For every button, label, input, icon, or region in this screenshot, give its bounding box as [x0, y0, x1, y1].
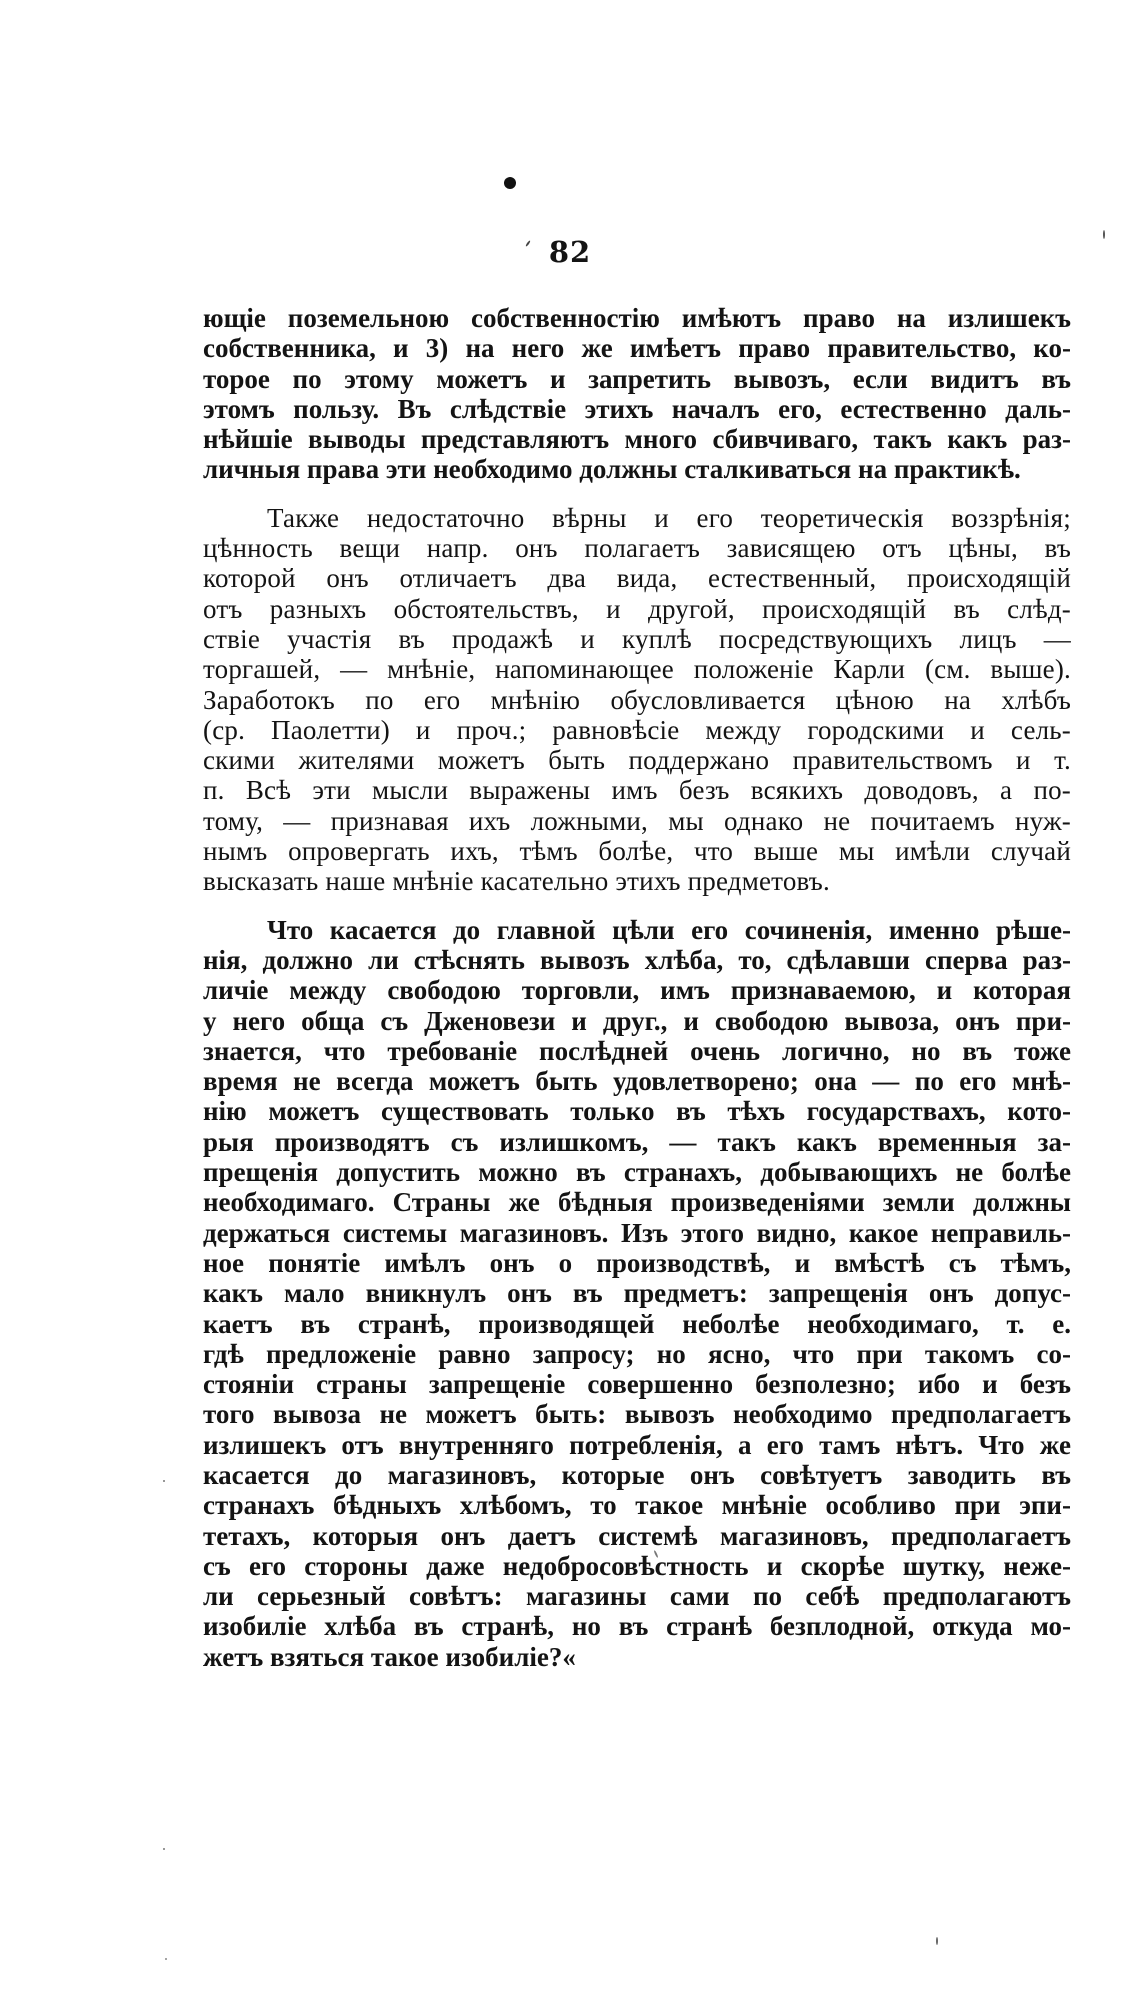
text-line: Что касается до главной цѣли его сочиненія, именно рѣше-: [267, 914, 1071, 945]
ink-blot: [504, 177, 516, 189]
text-line: нія, должно ли стѣснять вывозъ хлѣба, то, сдѣлавши сперва раз-: [203, 944, 1071, 975]
text-line: знается, что требованіе послѣдней очень логично, но въ тоже: [203, 1035, 1071, 1066]
text-line: ствіе участія въ продажѣ и куплѣ посредствующихъ лицъ —: [203, 623, 1071, 654]
text-line: излишекъ отъ внутренняго потребленія, а его тамъ нѣтъ. Что же: [203, 1429, 1071, 1460]
text-line: личныя права эти необходимо должны сталкиваться на практикѣ.: [203, 454, 1021, 485]
text-line: время не всегда можетъ быть удовлетворено; она — по его мнѣ-: [203, 1066, 1071, 1097]
text-line: ли серьезный совѣтъ: магазины сами по себѣ предполагаютъ: [203, 1581, 1071, 1612]
body-text: [203, 303, 1071, 1690]
text-line: тому, — признавая ихъ ложными, мы однако не почитаемъ нуж-: [203, 805, 1071, 836]
text-line: личіе между свободою торговли, имъ признаваемою, и которая: [203, 975, 1071, 1006]
paper-speck: [165, 1958, 167, 1960]
paper-speck: [163, 1848, 165, 1850]
paper-speck: [163, 1480, 165, 1482]
page-number: 82: [548, 235, 592, 269]
paragraph-2: [203, 503, 1071, 897]
text-line: которой онъ отличаетъ два вида, естественный, происходящій: [203, 563, 1071, 594]
text-line: тетахъ, которыя онъ даетъ системѣ магазиновъ, предполагаетъ: [203, 1520, 1071, 1551]
text-line: каетъ въ странѣ, производящей неболѣе необходимаго, т. е.: [203, 1308, 1071, 1339]
paper-speck: [936, 1937, 938, 1945]
text-line: п. Всѣ эти мысли выражены имъ безъ всякихъ доводовъ, а по-: [203, 775, 1071, 806]
text-line: нымъ опровергать ихъ, тѣмъ болѣе, что выше мы имѣли случай: [203, 836, 1071, 867]
text-line: рыя производятъ съ излишкомъ, — такъ какъ временныя за-: [203, 1126, 1071, 1157]
text-line: странахъ бѣдныхъ хлѣбомъ, то такое мнѣніе особливо при эпи-: [203, 1490, 1071, 1521]
text-line: ное понятіе имѣлъ онъ о производствѣ, и вмѣстѣ съ тѣмъ,: [203, 1247, 1071, 1278]
text-line: держаться системы магазиновъ. Изъ этого видно, какое неправиль-: [203, 1217, 1071, 1248]
text-line: этомъ пользу. Въ слѣдствіе этихъ началъ его, естественно даль-: [203, 393, 1071, 424]
text-line: нѣйшіе выводы представляютъ много сбивчиваго, такъ какъ раз-: [203, 424, 1071, 455]
paragraph-1: [203, 303, 1071, 485]
text-line: нію можетъ существовать только въ тѣхъ государствахъ, кото-: [203, 1096, 1071, 1127]
text-line: у него обща съ Дженовези и друг., и свободою вывоза, онъ при-: [203, 1005, 1071, 1036]
text-line: цѣнность вещи напр. онъ полагаетъ зависящею отъ цѣны, въ: [203, 533, 1071, 564]
text-line: необходимаго. Страны же бѣдныя произведеніями земли должны: [203, 1187, 1071, 1218]
text-line: какъ мало вникнулъ онъ въ предметъ: запрещенія онъ допус-: [203, 1278, 1071, 1309]
text-line: касается до магазиновъ, которые онъ совѣтуетъ заводить въ: [203, 1459, 1071, 1490]
text-line: торое по этому можетъ и запретить вывозъ, если видитъ въ: [203, 363, 1071, 394]
text-line: (ср. Паолетти) и проч.; равновѣсіе между городскими и сель-: [203, 714, 1071, 745]
text-line: жетъ взяться такое изобиліе?«: [203, 1641, 576, 1672]
text-line: высказать наше мнѣніе касательно этихъ предметовъ.: [203, 866, 830, 897]
text-line: скими жителями можетъ быть поддержано правительствомъ и т.: [203, 745, 1071, 776]
text-line: торгашей, — мнѣніе, напоминающее положеніе Карли (см. выше).: [203, 654, 1071, 685]
text-line: отъ разныхъ обстоятельствъ, и другой, происходящій въ слѣд-: [203, 593, 1071, 624]
text-line: изобиліе хлѣба въ странѣ, но въ странѣ безплодной, откуда мо-: [203, 1611, 1071, 1642]
paragraph-3: [203, 915, 1071, 1672]
text-line: прещенія допустить можно въ странахъ, добывающихъ не болѣе: [203, 1157, 1071, 1188]
text-line: Также недостаточно вѣрны и его теоретическія воззрѣнія;: [267, 502, 1071, 533]
text-line: съ его стороны даже недобросовѣстность и скорѣе шутку, неже-: [203, 1550, 1071, 1581]
text-line: стояніи страны запрещеніе совершенно безполезно; ибо и безъ: [203, 1369, 1071, 1400]
text-line: гдѣ предложеніе равно запросу; но ясно, что при такомъ со-: [203, 1338, 1071, 1369]
text-line: собственника, и 3) на него же имѣетъ право правительство, ко-: [203, 333, 1071, 364]
text-line: того вывоза не можетъ быть: вывозъ необходимо предполагаетъ: [203, 1399, 1071, 1430]
text-line: ющіе поземельною собственностію имѣютъ право на излишекъ: [203, 303, 1071, 333]
text-line: Заработокъ по его мнѣнію обусловливается цѣною на хлѣбъ: [203, 684, 1071, 715]
